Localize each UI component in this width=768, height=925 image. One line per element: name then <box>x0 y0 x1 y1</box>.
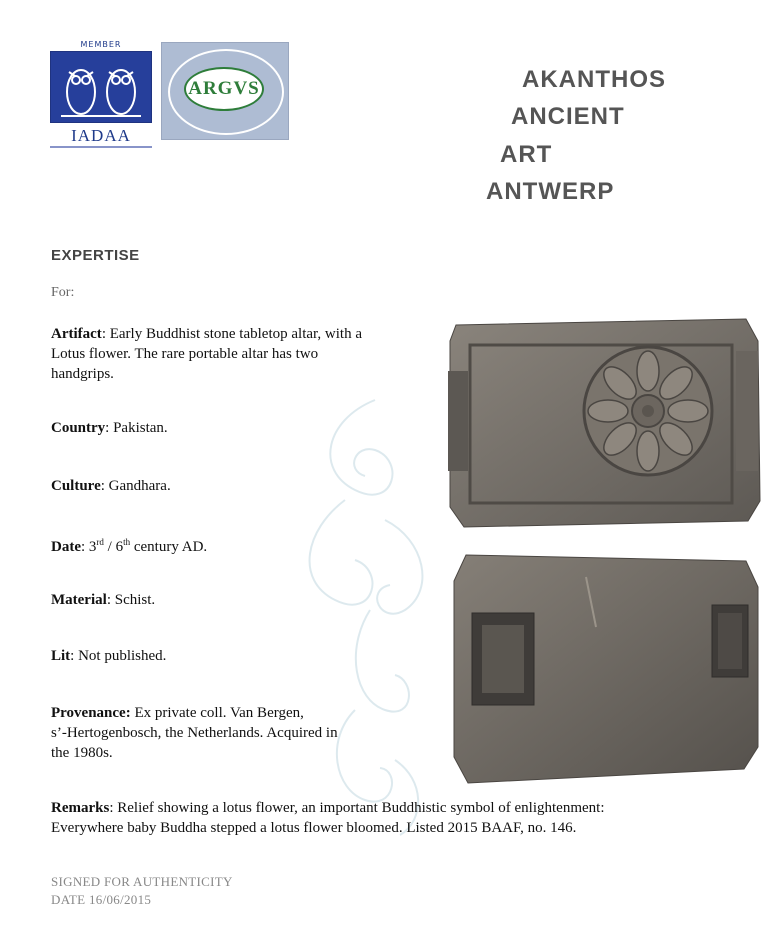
lit-value: : Not published. <box>70 648 167 664</box>
country-value: : Pakistan. <box>105 420 168 436</box>
section-title: EXPERTISE <box>51 247 140 264</box>
date-value-end: century AD. <box>130 539 208 555</box>
iadaa-tagline-line <box>50 146 152 148</box>
provenance-value-2: s’-Hertogenbosch, the Netherlands. Acquired in <box>51 725 338 741</box>
altar-front-photo <box>446 311 766 533</box>
altar-back-photo <box>446 547 766 789</box>
iadaa-member-text: MEMBER <box>80 40 122 49</box>
culture-field <box>51 476 171 496</box>
lit-label: Lit <box>51 648 71 664</box>
country-label: Country <box>51 420 106 436</box>
artifact-label: Artifact <box>51 326 102 342</box>
provenance-value-3: the 1980s. <box>51 745 113 761</box>
argvs-logo <box>161 42 289 140</box>
remarks-value-2: Everywhere baby Buddha stepped a lotus flower bloomed. Listed 2015 BAAF, no. 146. <box>51 820 577 836</box>
brand-line-4: ANTWERP <box>486 178 615 205</box>
date-sup-2: th <box>123 537 131 547</box>
artifact-field <box>51 324 362 384</box>
remarks-value-1: : Relief showing a lotus flower, an important Buddhistic symbol of enlightenment: <box>109 800 605 816</box>
lit-field <box>51 646 166 666</box>
remarks-field <box>51 798 605 838</box>
for-label: For: <box>51 285 75 300</box>
provenance-label: Provenance: <box>51 705 131 721</box>
provenance-value-1: Ex private coll. Van Bergen, <box>130 705 304 721</box>
material-field <box>51 590 155 610</box>
material-label: Material <box>51 592 107 608</box>
date-field <box>51 532 207 557</box>
provenance-field <box>51 703 338 763</box>
signed-text: SIGNED FOR AUTHENTICITY <box>51 874 233 889</box>
remarks-label: Remarks <box>51 800 110 816</box>
artifact-value-2: Lotus flower. The rare portable altar has two <box>51 346 319 362</box>
iadaa-logo <box>50 40 152 150</box>
brand-line-1: AKANTHOS <box>522 66 666 93</box>
country-field <box>51 418 168 438</box>
brand-line-2: ANCIENT <box>511 103 625 130</box>
date-sup-1: rd <box>96 537 104 547</box>
date-value-mid: / 6 <box>103 539 124 555</box>
culture-value: : Gandhara. <box>100 478 171 494</box>
material-value: : Schist. <box>106 592 156 608</box>
culture-label: Culture <box>51 478 101 494</box>
date-value-start: : 3 <box>81 539 97 555</box>
iadaa-name: IADAA <box>71 126 131 145</box>
argvs-name: ARGVS <box>184 67 264 111</box>
watermark-ornament <box>285 380 455 850</box>
brand-line-3: ART <box>500 141 553 168</box>
date-label: Date <box>51 539 81 555</box>
artifact-value-1: : Early Buddhist stone tabletop altar, with a <box>101 326 362 342</box>
footer-date: DATE 16/06/2015 <box>51 892 152 907</box>
iadaa-owls-emblem <box>50 51 152 123</box>
artifact-value-3: handgrips. <box>51 366 114 382</box>
